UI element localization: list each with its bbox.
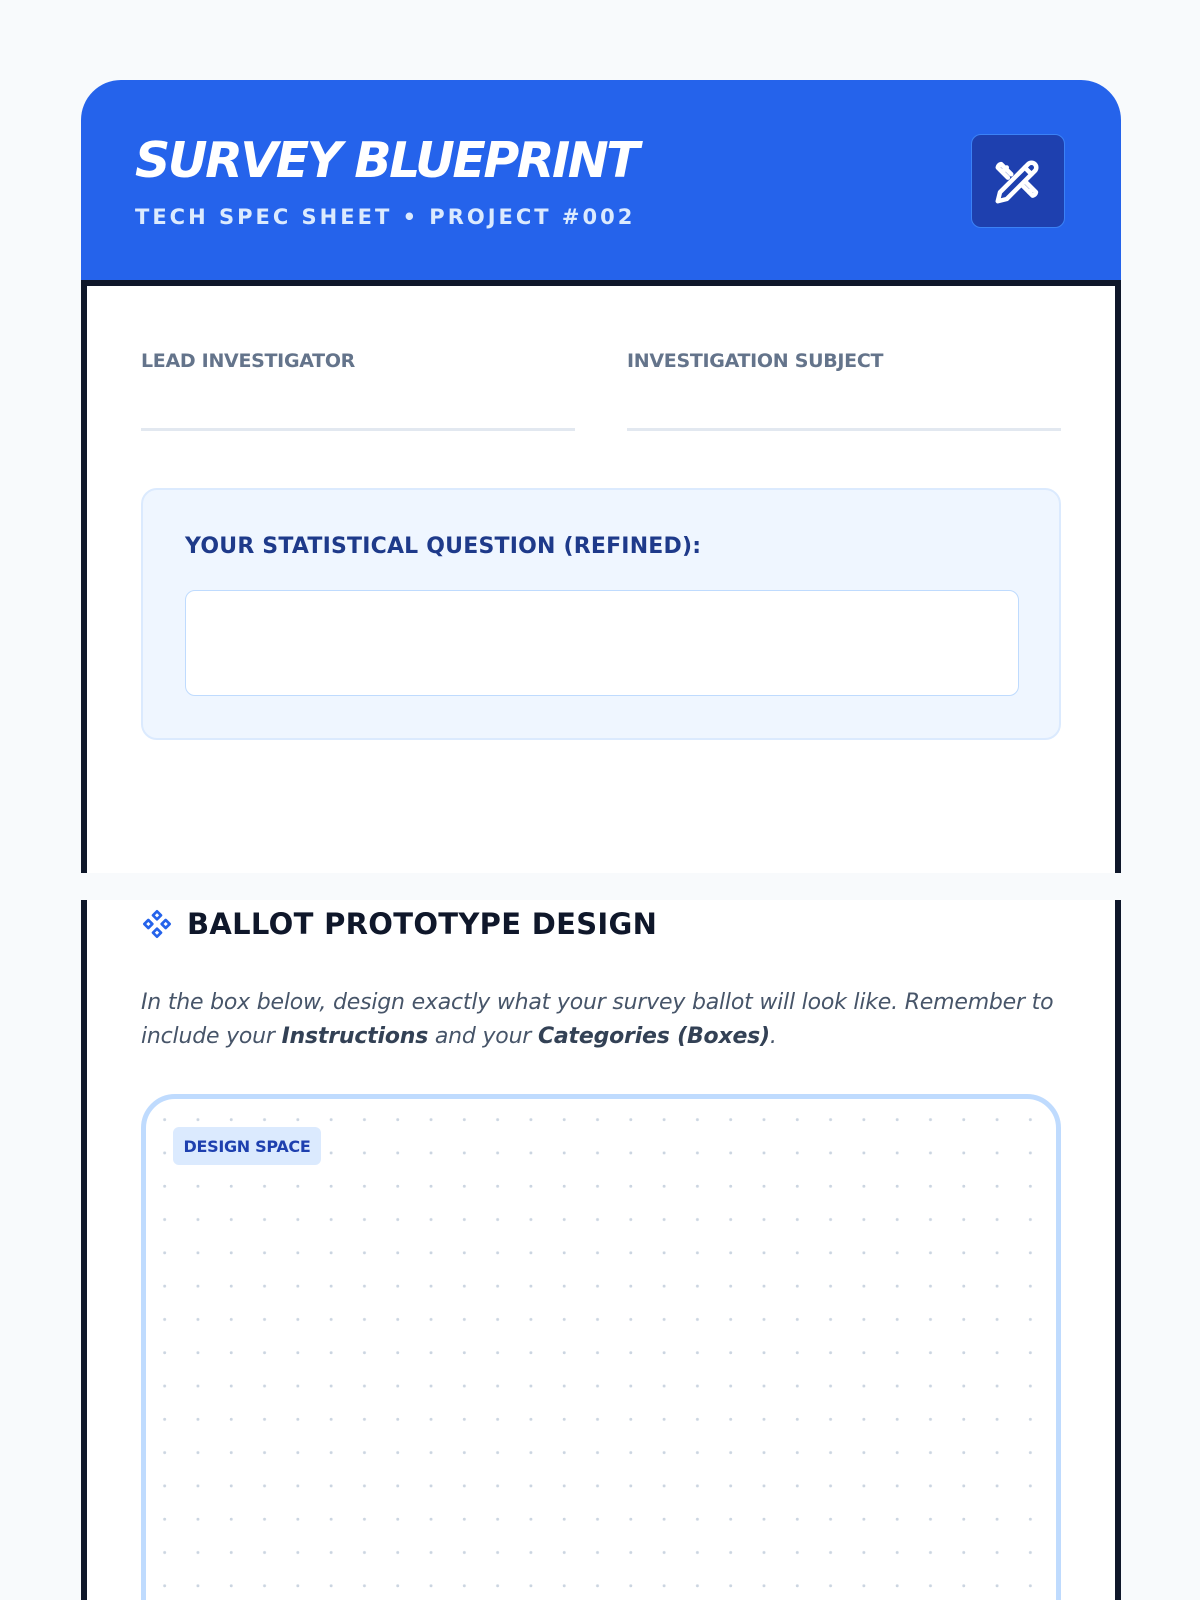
header-banner: [81, 80, 1121, 286]
ballot-instructions: [141, 986, 1071, 1054]
lead-investigator-field[interactable]: [141, 428, 575, 431]
statistical-question-label: YOUR STATISTICAL QUESTION (REFINED):: [185, 534, 702, 559]
frame-border-left-lower: [81, 900, 87, 1600]
ballot-section-header: [141, 906, 657, 942]
frame-border-left: [81, 286, 87, 873]
section-break: [81, 873, 1121, 900]
pencil-ruler-icon: [971, 134, 1065, 228]
investigation-subject-label: INVESTIGATION SUBJECT: [627, 350, 884, 372]
instructions-text-1: In the box below, design exactly what your survey ballot will look like. Remember to include your: [141, 990, 1054, 1049]
diamonds-grid-icon: [141, 908, 173, 940]
instructions-bold-1: Instructions: [281, 1024, 429, 1049]
instructions-text-3: .: [769, 1024, 777, 1049]
page-subtitle: TECH SPEC SHEET • PROJECT #002: [135, 205, 636, 229]
statistical-question-panel: [141, 488, 1061, 740]
instructions-text-2: and your: [428, 1024, 538, 1049]
statistical-question-input[interactable]: [185, 590, 1019, 696]
frame-border-right: [1115, 286, 1121, 873]
lead-investigator-label: LEAD INVESTIGATOR: [141, 350, 356, 372]
page-title: SURVEY BLUEPRINT: [135, 132, 638, 189]
investigation-subject-field[interactable]: [627, 428, 1061, 431]
frame-border-right-lower: [1115, 900, 1121, 1600]
instructions-bold-2: Categories (Boxes): [537, 1024, 770, 1049]
ballot-section-title: BALLOT PROTOTYPE DESIGN: [187, 907, 658, 941]
design-space-badge: DESIGN SPACE: [173, 1127, 321, 1165]
ballot-design-area[interactable]: [141, 1094, 1061, 1600]
worksheet-card: [81, 80, 1121, 1600]
